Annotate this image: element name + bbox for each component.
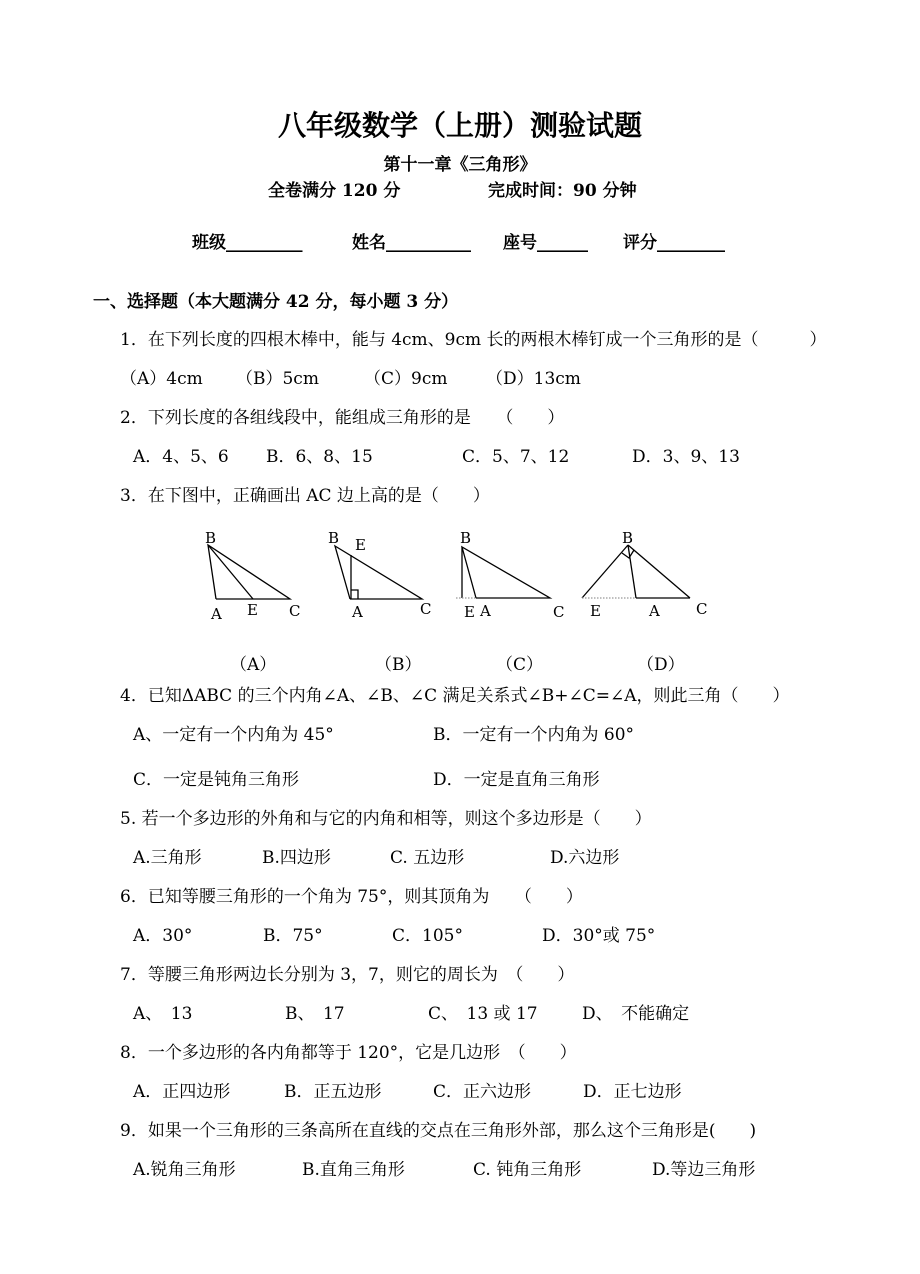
question-8: 8．一个多边形的各内角都等于 120°，它是几边形 （ ） (120, 1043, 577, 1063)
q7-option-c: C、 13 或 17 (428, 1004, 538, 1024)
q7-option-d: D、 不能确定 (582, 1004, 690, 1024)
svg-text:B: B (328, 529, 340, 547)
q2-option-c: C．5、7、12 (462, 447, 570, 467)
q1-option-d: （D）13cm (486, 369, 581, 389)
question-3: 3．在下图中，正确画出 AC 边上高的是（ ） (120, 486, 490, 506)
q4-option-c: C．一定是钝角三角形 (133, 770, 300, 790)
q4-option-b: B．一定有一个内角为 60° (433, 725, 635, 745)
q8-option-d: D．正七边形 (583, 1082, 682, 1102)
svg-text:E: E (590, 602, 601, 620)
q6-option-d: D．30°或 75° (542, 926, 656, 946)
svg-text:E: E (355, 536, 366, 554)
q9-option-b: B.直角三角形 (302, 1160, 405, 1180)
chapter-title: 第十一章《三角形》 (383, 155, 537, 175)
svg-text:A: A (649, 602, 660, 620)
q4-option-a: A、一定有一个内角为 45° (133, 725, 334, 745)
question-5: 5. 若一个多边形的外角和与它的内角和相等，则这个多边形是（ ） (120, 809, 652, 829)
question-4: 4．已知ΔABC 的三个内角∠A、∠B、∠C 满足关系式∠B+∠C=∠A，则此三角（ ） (120, 686, 790, 706)
q5-option-c: C. 五边形 (390, 848, 465, 868)
svg-text:C: C (420, 600, 432, 618)
figure-c (456, 547, 550, 598)
question-2: 2．下列长度的各组线段中，能组成三角形的是 （ ） (120, 408, 565, 428)
q2-option-d: D．3、9、13 (632, 447, 740, 467)
full-score: 全卷满分 120 分 (268, 181, 401, 201)
figure-caption-b: （B） (375, 655, 422, 675)
q8-option-a: A．正四边形 (133, 1082, 231, 1102)
q9-option-a: A.锐角三角形 (133, 1160, 236, 1180)
svg-text:A: A (480, 602, 491, 620)
q9-option-d: D.等边三角形 (652, 1160, 756, 1180)
time-limit: 完成时间：90 分钟 (488, 181, 637, 201)
q5-option-a: A.三角形 (133, 848, 202, 868)
q8-option-c: C．正六边形 (433, 1082, 532, 1102)
field-seat[interactable]: 座号______ (503, 233, 588, 253)
q1-option-b: （B）5cm (236, 369, 319, 389)
svg-text:C: C (696, 600, 708, 618)
svg-text:E: E (464, 603, 475, 621)
field-class[interactable]: 班级_________ (192, 233, 303, 253)
label-b: B (205, 529, 217, 547)
q2-option-b: B．6、8、15 (266, 447, 373, 467)
q8-option-b: B．正五边形 (284, 1082, 382, 1102)
question-7: 7．等腰三角形两边长分别为 3，7，则它的周长为 （ ） (120, 965, 575, 985)
field-score[interactable]: 评分________ (623, 233, 725, 253)
svg-text:A: A (352, 603, 363, 621)
question-6: 6．已知等腰三角形的一个角为 75°，则其顶角为 （ ） (120, 887, 583, 907)
q7-option-a: A、 13 (133, 1004, 193, 1024)
svg-text:C: C (553, 603, 565, 621)
figure-caption-a: （A） (230, 655, 277, 675)
svg-text:E: E (247, 601, 258, 619)
q2-option-a: A．4、5、6 (133, 447, 229, 467)
page-title: 八年级数学（上册）测验试题 (277, 109, 642, 142)
q6-option-c: C．105° (392, 926, 463, 946)
q6-option-a: A．30° (133, 926, 193, 946)
q5-option-d: D.六边形 (550, 848, 620, 868)
q4-option-d: D．一定是直角三角形 (433, 770, 600, 790)
svg-text:B: B (622, 529, 634, 547)
svg-text:B: B (460, 529, 472, 547)
svg-text:C: C (289, 602, 301, 620)
q1-option-a: （A）4cm (120, 369, 203, 389)
figure-b (335, 546, 422, 599)
figure-a (208, 545, 290, 599)
field-name[interactable]: 姓名__________ (352, 233, 471, 253)
svg-text:A: A (211, 605, 222, 623)
section-heading: 一、选择题（本大题满分 42 分，每小题 3 分） (93, 292, 459, 312)
q7-option-b: B、 17 (285, 1004, 345, 1024)
q1-option-c: （C）9cm (364, 369, 448, 389)
figure-d (582, 545, 690, 598)
q9-option-c: C. 钝角三角形 (473, 1160, 582, 1180)
question-9: 9．如果一个三角形的三条高所在直线的交点在三角形外部，那么这个三角形是( ) (120, 1121, 757, 1141)
question-1: 1．在下列长度的四根木棒中，能与 4cm、9cm 长的两根木棒钉成一个三角形的是（ ） (120, 330, 827, 350)
figure-caption-d: （D） (637, 655, 685, 675)
q5-option-b: B.四边形 (262, 848, 331, 868)
figure-caption-c: （C） (496, 655, 544, 675)
q6-option-b: B．75° (263, 926, 323, 946)
